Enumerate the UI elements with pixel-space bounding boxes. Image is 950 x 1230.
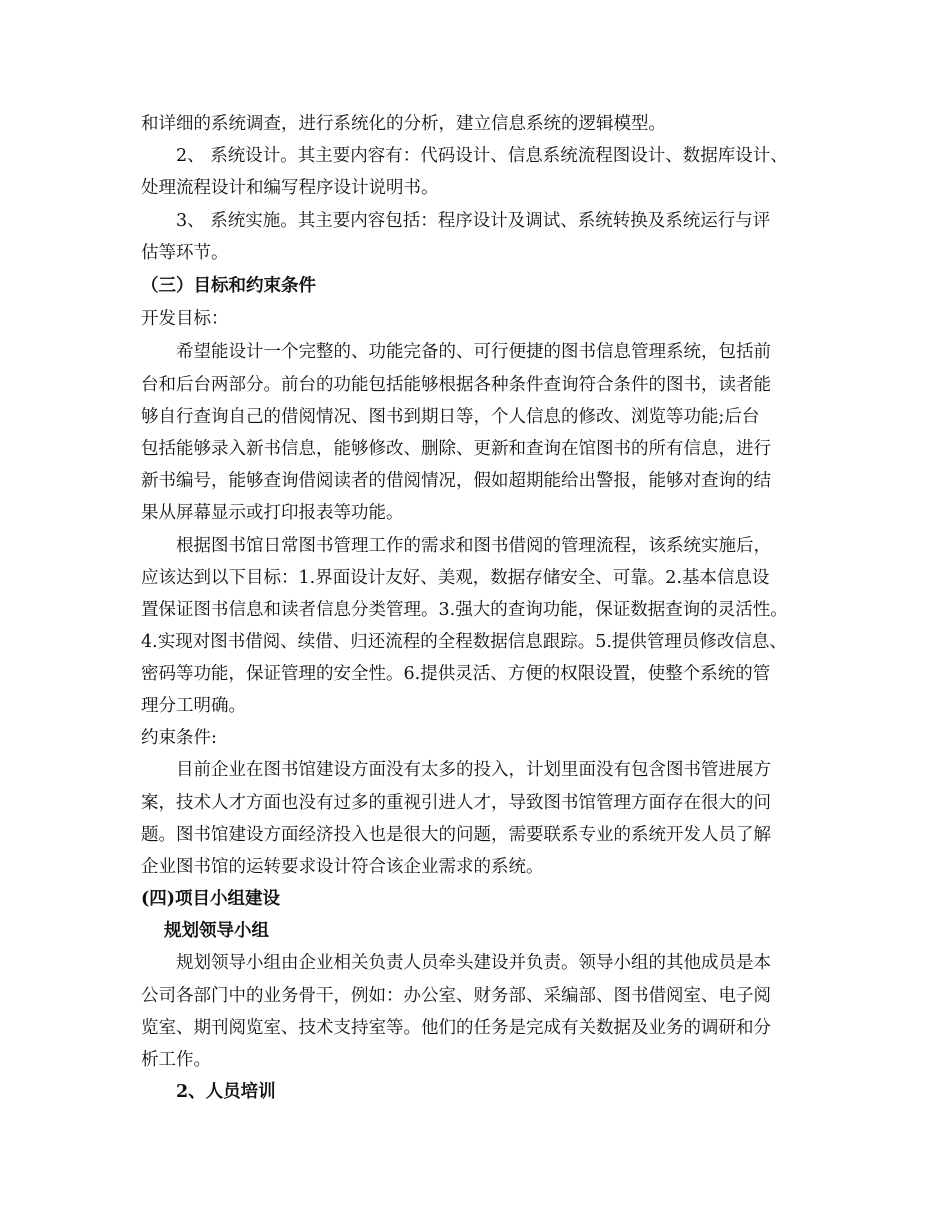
text-line: 和详细的系统调查，进行系统化的分析，建立信息系统的逻辑模型。 [141, 114, 666, 134]
subheading: 开发目标： [141, 309, 229, 329]
text-line: 果从屏幕显示或打印报表等功能。 [141, 503, 404, 523]
text-line: 包括能够录入新书信息，能够修改、删除、更新和查询在馆图书的所有信息，进行 [141, 439, 771, 459]
text-line: 希望能设计一个完整的、功能完备的、可行便捷的图书信息管理系统，包括前 [176, 342, 771, 362]
text-line: 新书编号，能够查询借阅读者的借阅情况，假如超期能给出警报，能够对查询的结 [141, 471, 771, 491]
text-line: 台和后台两部分。前台的功能包括能够根据各种条件查询符合条件的图书，读者能 [141, 375, 771, 395]
subsection-heading: 规划领导小组 [164, 921, 269, 941]
subheading: 约束条件: [141, 728, 217, 748]
text-line: 题。图书馆建设方面经济投入也是很大的问题，需要联系专业的系统开发人员了解 [141, 825, 771, 845]
text-line: 够自行查询自己的借阅情况、图书到期日等，个人信息的修改、浏览等功能;后台 [141, 407, 760, 427]
section-heading: (四)项目小组建设 [141, 889, 281, 909]
text-line: 处理流程设计和编写程序设计说明书。 [141, 178, 439, 198]
list-item: 2、 系统设计。其主要内容有：代码设计、信息系统流程图设计、数据库设计、 [176, 146, 788, 166]
text-line: 析工作。 [141, 1050, 211, 1070]
text-line: 应该达到以下目标：1.界面设计友好、美观，数据存储安全、可靠。2.基本信息设 [141, 568, 770, 588]
list-item: 3、 系统实施。其主要内容包括：程序设计及调试、系统转换及系统运行与评 [176, 211, 771, 231]
text-line: 4.实现对图书借阅、续借、归还流程的全程数据信息跟踪。5.提供管理员修改信息、 [141, 632, 787, 652]
text-line: 规划领导小组由企业相关负责人员牵头建设并负责。领导小组的其他成员是本 [176, 953, 771, 973]
text-line: 根据图书馆日常图书管理工作的需求和图书借阅的管理流程，该系统实施后， [176, 536, 771, 556]
text-line: 案，技术人才方面也没有过多的重视引进人才，导致图书馆管理方面存在很大的问 [141, 793, 771, 813]
text-line: 理分工明确。 [141, 696, 246, 716]
text-line: 目前企业在图书馆建设方面没有太多的投入，计划里面没有包含图书管进展方 [176, 760, 771, 780]
text-line: 公司各部门中的业务骨干，例如：办公室、财务部、采编部、图书借阅室、电子阅 [141, 986, 771, 1006]
text-line: 企业图书馆的运转要求设计符合该企业需求的系统。 [141, 857, 544, 877]
subsection-heading: 2、人员培训 [176, 1082, 276, 1102]
text-line: 览室、期刊阅览室、技术支持室等。他们的任务是完成有关数据及业务的调研和分 [141, 1018, 771, 1038]
text-line: 密码等功能，保证管理的安全性。6.提供灵活、方便的权限设置，使整个系统的管 [141, 664, 771, 684]
text-line: 置保证图书信息和读者信息分类管理。3.强大的查询功能，保证数据查询的灵活性。 [141, 600, 788, 620]
text-line: 估等环节。 [141, 243, 229, 263]
section-heading: （三）目标和约束条件 [141, 276, 316, 296]
